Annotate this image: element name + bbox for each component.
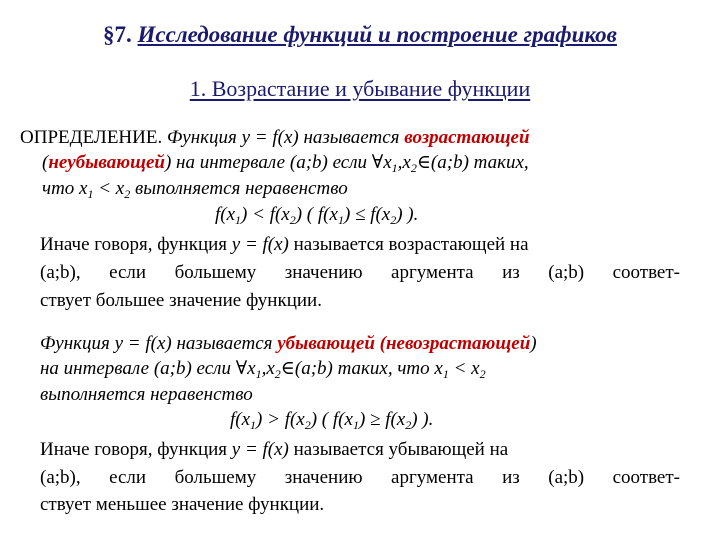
def2-line-3: выполняется неравенство bbox=[40, 384, 253, 405]
subscript: 2 bbox=[405, 418, 412, 432]
subscript: 2 bbox=[304, 418, 311, 432]
def2-text: ∈(a;b) таких, что x bbox=[280, 358, 443, 379]
subscript: 1 bbox=[87, 187, 94, 201]
formula-text: ) ). bbox=[411, 409, 434, 430]
def1-formula bbox=[215, 204, 418, 226]
subscript: 1 bbox=[352, 418, 359, 432]
def1-text: ) на интервале (a;b) если ∀x bbox=[164, 152, 392, 173]
formula-text: ) > f(x bbox=[256, 409, 305, 430]
paren: ( bbox=[42, 152, 49, 173]
subscript: 1 bbox=[235, 213, 242, 227]
subscript: 2 bbox=[479, 367, 486, 381]
function-notation: y = f(x) bbox=[231, 234, 289, 255]
def2-line-5 bbox=[40, 439, 508, 461]
def1-text: ∈(a;b) таких, bbox=[416, 152, 529, 173]
subscript: 1 bbox=[337, 213, 344, 227]
subscript: 1 bbox=[391, 161, 398, 175]
subtitle bbox=[0, 76, 720, 102]
formula-text: f(x bbox=[215, 204, 236, 225]
formula-text: ) ( f(x bbox=[295, 204, 338, 225]
subscript: 2 bbox=[124, 187, 131, 201]
def1-text: Функция y = f(x) называется bbox=[166, 127, 405, 148]
subscript: 1 bbox=[250, 418, 257, 432]
def1-line-1 bbox=[20, 127, 530, 149]
def1-text: ,x bbox=[397, 152, 411, 173]
def1-text: выполняется неравенство bbox=[130, 178, 348, 199]
page-title bbox=[0, 22, 720, 48]
formula-text: ) ( f(x bbox=[310, 409, 353, 430]
subscript: 1 bbox=[255, 367, 262, 381]
formula-text: f(x bbox=[230, 409, 251, 430]
term-decreasing: убывающей (невозрастающей bbox=[277, 333, 531, 354]
function-notation: y = f(x) bbox=[231, 439, 289, 460]
subtitle-text: 1. Возрастание и убывание функции bbox=[189, 76, 531, 101]
def2-text: Функция y = f(x) называется bbox=[40, 333, 278, 354]
def2-line-1 bbox=[40, 333, 537, 355]
formula-text: ) ≤ f(x bbox=[343, 204, 391, 225]
def1-line-5 bbox=[40, 234, 529, 256]
term-increasing: возрастающей bbox=[404, 127, 530, 148]
subscript: 2 bbox=[289, 213, 296, 227]
def1-line-7: ствует большее значение функции. bbox=[40, 290, 322, 311]
subscript: 2 bbox=[410, 161, 417, 175]
subscript: 1 bbox=[442, 367, 449, 381]
term-nondecreasing: неубывающей bbox=[48, 152, 165, 173]
def2-line-2 bbox=[40, 358, 486, 380]
section-number: §7. bbox=[103, 22, 132, 47]
definition-label: ОПРЕДЕЛЕНИЕ. bbox=[20, 127, 167, 148]
def2-line-6: (a;b), если большему значению аргумента из (a;b) соответ- bbox=[40, 467, 680, 488]
def2-text: ,x bbox=[261, 358, 275, 379]
section-title: Исследование функций и построение графиков bbox=[137, 22, 617, 47]
subscript: 2 bbox=[274, 367, 281, 381]
def1-line-2 bbox=[42, 152, 529, 174]
paren: ) bbox=[530, 333, 537, 354]
subscript: 2 bbox=[390, 213, 397, 227]
formula-text: ) ). bbox=[396, 204, 419, 225]
def2-text: называется убывающей на bbox=[288, 439, 509, 460]
def1-line-3 bbox=[42, 178, 348, 200]
def2-text: Иначе говоря, функция bbox=[40, 439, 232, 460]
def1-line-6: (a;b), если большему значению аргумента из (a;b) соответ- bbox=[40, 262, 680, 283]
def1-text: < x bbox=[93, 178, 125, 199]
def2-line-7: ствует меньшее значение функции. bbox=[40, 494, 325, 515]
def1-text: что x bbox=[42, 178, 88, 199]
def2-text: < x bbox=[448, 358, 480, 379]
def1-text: называется возрастающей на bbox=[288, 234, 529, 255]
def1-text: Иначе говоря, функция bbox=[40, 234, 232, 255]
formula-text: ) < f(x bbox=[241, 204, 290, 225]
formula-text: ) ≥ f(x bbox=[358, 409, 406, 430]
def2-formula bbox=[230, 409, 433, 431]
def2-text: на интервале (a;b) если ∀x bbox=[40, 358, 256, 379]
